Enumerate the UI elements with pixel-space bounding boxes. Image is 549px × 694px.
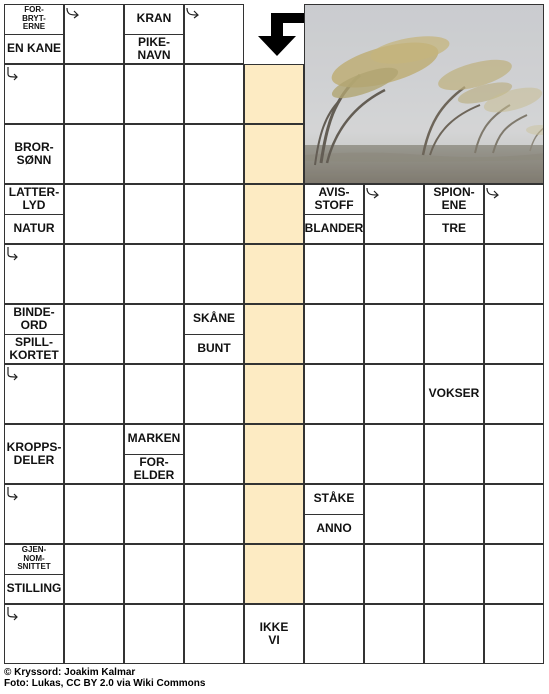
crossword-credit: © Kryssord: Joakim Kalmar — [4, 667, 136, 678]
answer-cell[interactable] — [424, 304, 484, 364]
answer-cell[interactable] — [364, 304, 424, 364]
clue-forbryterne: FOR- BRYT- ERNE — [22, 4, 46, 32]
answer-cell[interactable] — [304, 304, 364, 364]
arrow-down-right-icon — [6, 605, 20, 621]
highlighted-answer-cell[interactable] — [244, 64, 304, 124]
answer-cell[interactable] — [64, 604, 124, 664]
answer-cell[interactable] — [364, 544, 424, 604]
clue-anno: ANNO — [316, 521, 352, 536]
clue-en-kane: EN KANE — [6, 41, 61, 56]
answer-cell[interactable] — [184, 364, 244, 424]
clue-divider — [4, 574, 64, 575]
answer-cell[interactable] — [64, 184, 124, 244]
answer-cell[interactable] — [364, 364, 424, 424]
answer-cell[interactable] — [424, 604, 484, 664]
answer-cell[interactable] — [124, 544, 184, 604]
clue-divider — [4, 214, 64, 215]
highlighted-answer-cell[interactable] — [244, 484, 304, 544]
arrow-down-right-icon — [6, 485, 20, 501]
answer-cell[interactable] — [484, 364, 544, 424]
highlighted-answer-cell[interactable] — [244, 544, 304, 604]
highlighted-answer-cell[interactable] — [244, 364, 304, 424]
answer-cell[interactable] — [64, 544, 124, 604]
answer-cell[interactable] — [124, 244, 184, 304]
answer-cell[interactable] — [64, 244, 124, 304]
clue-divider — [124, 454, 184, 455]
clue-avisstoff: AVIS- STOFF — [314, 184, 354, 212]
answer-cell[interactable] — [424, 424, 484, 484]
credits — [4, 667, 205, 689]
highlighted-answer-cell[interactable] — [244, 424, 304, 484]
clue-divider — [184, 334, 244, 335]
answer-cell[interactable] — [64, 484, 124, 544]
clue-marken: MARKEN — [127, 431, 181, 446]
answer-cell[interactable] — [424, 544, 484, 604]
clue-divider — [124, 34, 184, 35]
clue-natur: NATUR — [13, 221, 55, 236]
arrow-right-down-icon — [185, 6, 201, 20]
clue-stilling: STILLING — [6, 581, 62, 596]
highlighted-answer-cell[interactable] — [244, 184, 304, 244]
clue-tre: TRE — [442, 221, 466, 236]
clue-divider — [4, 34, 64, 35]
answer-cell[interactable] — [184, 184, 244, 244]
arrow-down-right-icon — [6, 365, 20, 381]
answer-cell[interactable] — [484, 604, 544, 664]
crossword-grid — [4, 4, 544, 664]
clue-divider — [304, 214, 364, 215]
clue-stake: STÅKE — [313, 491, 355, 506]
answer-cell[interactable] — [64, 64, 124, 124]
clue-blander: BLANDER — [304, 221, 364, 236]
answer-cell[interactable] — [364, 424, 424, 484]
highlighted-answer-cell[interactable] — [244, 304, 304, 364]
answer-cell[interactable] — [124, 64, 184, 124]
highlighted-answer-cell[interactable] — [244, 124, 304, 184]
clue-bindeord: BINDE- ORD — [13, 304, 55, 332]
answer-cell[interactable] — [364, 244, 424, 304]
answer-cell[interactable] — [184, 484, 244, 544]
clue-ikke-vi: IKKE VI — [259, 619, 289, 647]
answer-cell[interactable] — [484, 244, 544, 304]
clue-divider — [4, 334, 64, 335]
answer-cell[interactable] — [184, 424, 244, 484]
answer-cell[interactable] — [364, 484, 424, 544]
arrow-down-right-icon — [6, 65, 20, 81]
clue-vokser: VOKSER — [428, 386, 480, 401]
clue-brorsonn: BROR- SØNN — [14, 139, 54, 167]
solution-start-arrow-icon — [250, 10, 304, 58]
answer-cell[interactable] — [124, 304, 184, 364]
clue-gjennomsnittet: GJEN- NOM- SNITTET — [17, 544, 51, 572]
arrow-right-down-icon — [65, 6, 81, 20]
answer-cell[interactable] — [64, 124, 124, 184]
answer-cell[interactable] — [424, 244, 484, 304]
answer-cell[interactable] — [184, 544, 244, 604]
answer-cell[interactable] — [304, 544, 364, 604]
clue-foreldre: FOR- ELDER — [133, 454, 175, 482]
answer-cell[interactable] — [184, 64, 244, 124]
answer-cell[interactable] — [64, 364, 124, 424]
answer-cell[interactable] — [124, 484, 184, 544]
arrow-down-right-icon — [6, 245, 20, 261]
answer-cell[interactable] — [484, 484, 544, 544]
answer-cell[interactable] — [124, 364, 184, 424]
windswept-trees-in-fog-photo — [304, 4, 544, 184]
answer-cell[interactable] — [184, 604, 244, 664]
clue-kran: KRAN — [136, 11, 172, 26]
answer-cell[interactable] — [64, 304, 124, 364]
answer-cell[interactable] — [184, 244, 244, 304]
photo-credit: Foto: Lukas, CC BY 2.0 via Wiki Commons — [4, 678, 206, 689]
answer-cell[interactable] — [124, 184, 184, 244]
answer-cell[interactable] — [304, 604, 364, 664]
answer-cell[interactable] — [304, 364, 364, 424]
clue-kroppsdeler: KROPPS- DELER — [6, 439, 62, 467]
clue-latterlyd: LATTER- LYD — [8, 184, 60, 212]
clue-divider — [424, 214, 484, 215]
answer-cell[interactable] — [304, 424, 364, 484]
answer-cell[interactable] — [484, 304, 544, 364]
answer-cell[interactable] — [124, 124, 184, 184]
answer-cell[interactable] — [124, 604, 184, 664]
clue-skane: SKÅNE — [192, 311, 235, 326]
clue-spionene: SPION- ENE — [433, 184, 475, 212]
answer-cell[interactable] — [184, 124, 244, 184]
clue-bunt: BUNT — [197, 341, 231, 356]
arrow-right-down-icon — [365, 186, 381, 200]
arrow-right-down-icon — [485, 186, 501, 200]
answer-cell[interactable] — [484, 424, 544, 484]
clue-pikenavn: PIKE- NAVN — [137, 34, 171, 62]
answer-cell[interactable] — [424, 484, 484, 544]
answer-cell[interactable] — [64, 424, 124, 484]
answer-cell[interactable] — [484, 544, 544, 604]
answer-cell[interactable] — [304, 244, 364, 304]
highlighted-answer-cell[interactable] — [244, 244, 304, 304]
clue-divider — [304, 514, 364, 515]
clue-spillkortet: SPILL- KORTET — [9, 334, 59, 362]
answer-cell[interactable] — [364, 604, 424, 664]
